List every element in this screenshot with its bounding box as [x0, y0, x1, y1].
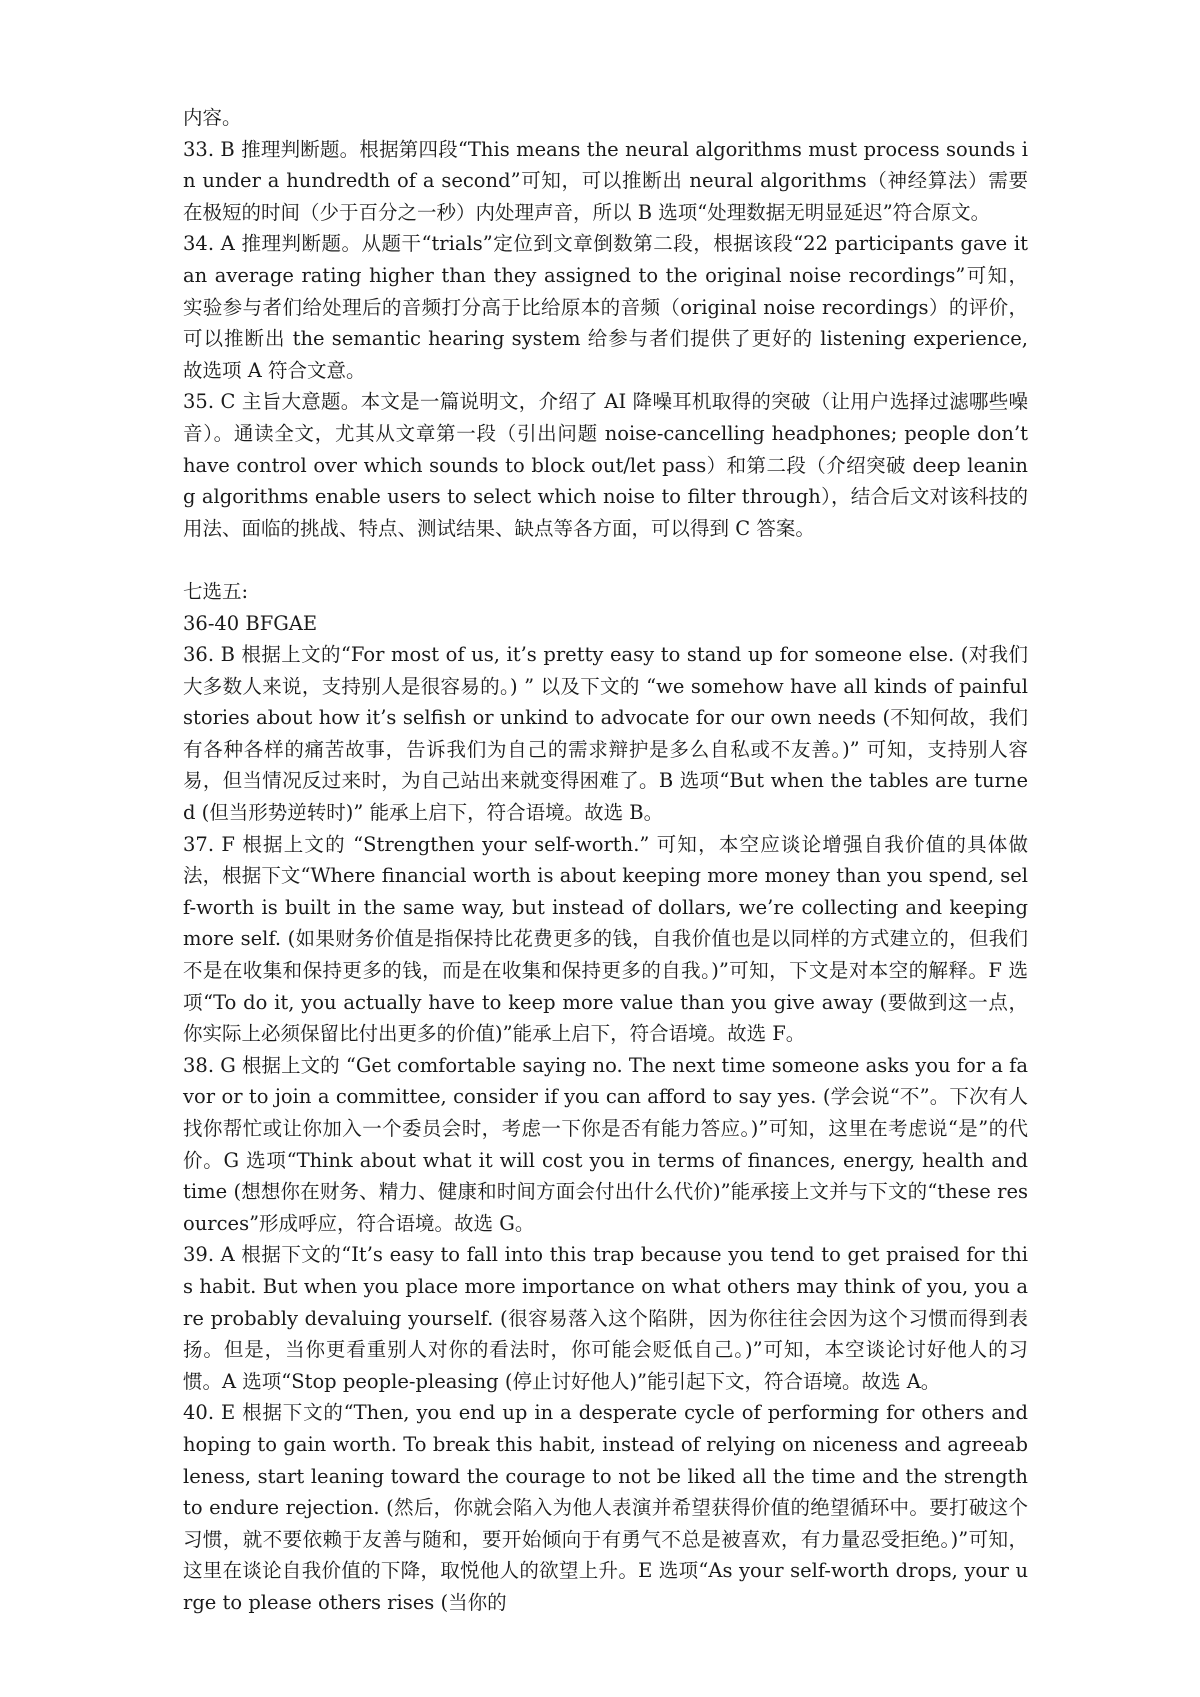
paragraph-q33: 33. B 推理判断题。根据第四段“This means the neural algorithms must process sounds in under a hundredth of a second”可知，可以推断出 neural algorithms（神经算法）需要在极短的时间（少于百分之一秒）内处理声音，所以 B 选项“处理数据无明显延迟”符合原文。	[183, 137, 1028, 224]
paragraph-q34: 34. A 推理判断题。从题干“trials”定位到文章倒数第二段，根据该段“22 participants gave it an average rating higher than they assigned to the original noise recordings”可知，实验参与者们给处理后的音频打分高于比给原本的音频（original noise recordings）的评价，可以推断出 the semantic hearing system 给参与者们提供了更好的 listening experience, 故选项 A 符合文意。	[183, 232, 1028, 382]
document-page	[183, 102, 1028, 1619]
paragraph-q40: 40. E 根据下文的“Then, you end up in a desperate cycle of performing for others and hoping to gain worth. To break this habit, instead of relying on niceness and agreeableness, start leaning toward the courage to not be liked all the time and the strength to endure rejection. (然后，你就会陷入为他人表演并希望获得价值的绝望循环中。要打破这个习惯，就不要依赖于友善与随和，要开始倾向于有勇气不总是被喜欢，有力量忍受拒绝。)”可知，这里在谈论自我价值的下降，取悦他人的欲望上升。E 选项“As your self-worth drops, your urge to please others rises (当你的	[183, 1401, 1028, 1614]
paragraph-q37: 37. F 根据上文的 “Strengthen your self-worth.” 可知，本空应谈论增强自我价值的具体做法，根据下文“Where financial worth is about keeping more money than you spend, self-worth is built in the same way, but instead of dollars, we’re collecting and keeping more self. (如果财务价值是指保持比花费更多的钱，自我价值也是以同样的方式建立的，但我们不是在收集和保持更多的钱，而是在收集和保持更多的自我。)”可知，下文是对本空的解释。F 选项“To do it, you actually have to keep more value than you give away (要做到这一点，你实际上必须保留比付出更多的价值)”能承上启下，符合语境。故选 F。	[183, 832, 1028, 1046]
paragraph-q35: 35. C 主旨大意题。本文是一篇说明文，介绍了 AI 降噪耳机取得的突破（让用户选择过滤哪些噪音）。通读全文，尤其从文章第一段（引出问题 noise-cancelling headphones; people don’t have control over which sounds to block out/let pass）和第二段（介绍突破 deep leaning algorithms enable users to select which noise to filter through），结合后文对该科技的用法、面临的挑战、特点、测试结果、缺点等各方面，可以得到 C 答案。	[183, 390, 1028, 540]
paragraph-intro: 内容。	[183, 106, 242, 129]
answer-key: 36-40 BFGAE	[183, 611, 318, 635]
paragraph-q38: 38. G 根据上文的 “Get comfortable saying no. The next time someone asks you for a favor or to join a committee, consider if you can afford to say yes. (学会说“不”。下次有人找你帮忙或让你加入一个委员会时，考虑一下你是否有能力答应。)”可知，这里在考虑说“是”的代价。G 选项“Think about what it will cost you in terms of finances, energy, health and time (想想你在财务、精力、健康和时间方面会付出什么代价)”能承接上文并与下文的“these resources”形成呼应，符合语境。故选 G。	[183, 1053, 1028, 1235]
paragraph-q36: 36. B 根据上文的“For most of us, it’s pretty easy to stand up for someone else. (对我们大多数人来说，支持别人是很容易的。) ” 以及下文的 “we somehow have all kinds of painful stories about how it’s selfish or unkind to advocate for our own needs (不知何故，我们有各种各样的痛苦故事，告诉我们为自己的需求辩护是多么自私或不友善。)” 可知，支持别人容易，但当情况反过来时，为自己站出来就变得困难了。B 选项“But when the tables are turned (但当形势逆转时)” 能承上启下，符合语境。故选 B。	[183, 643, 1028, 825]
section-title: 七选五:	[183, 579, 249, 603]
paragraph-q39: 39. A 根据下文的“It’s easy to fall into this trap because you tend to get praised for this habit. But when you place more importance on what others may think of you, you are probably devaluing yourself. (很容易落入这个陷阱，因为你往往会因为这个习惯而得到表扬。但是，当你更看重别人对你的看法时，你可能会贬低自己。)”可知，本空谈论讨好他人的习惯。A 选项“Stop people-pleasing (停止讨好他人)”能引起下文，符合语境。故选 A。	[183, 1243, 1028, 1393]
section-gap	[183, 544, 1028, 576]
